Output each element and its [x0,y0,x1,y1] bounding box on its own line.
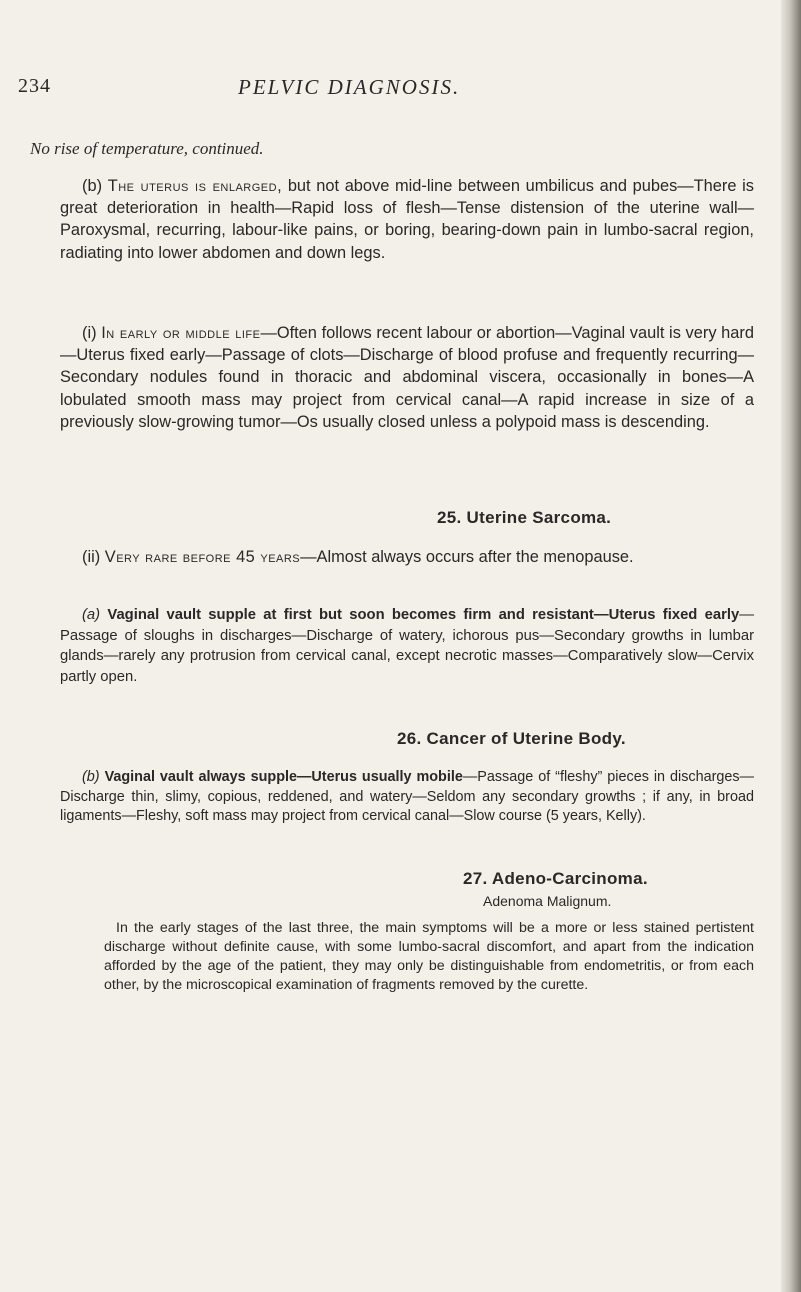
label-i: (i) [82,324,97,342]
lead-bb: Vaginal vault always supple—Uterus usually mobile [104,769,463,785]
text-b: but not above mid-line between umbilicus and pubes—There is great deterioration in health—Rapid loss of flesh—Tense distension of the uterine wall—Paroxysmal, recurring, labour-like pains, or boring, bearing-down pain in lumbo-sacral region, radiating into lower abdomen and down legs. [60,177,754,262]
label-bb: (b) [82,769,100,785]
text-bb: —Passage of “fleshy” pieces in discharges—Discharge thin, slimy, copious, reddened, and watery—Seldom any secondary growths ; if any, in broad ligaments—Fleshy, soft mass may project from cervical canal—Slow course (5 years, Kelly). [60,769,755,825]
heading-cancer-uterine-body: 26. Cancer of Uterine Body. [397,729,626,748]
label-a: (a) [82,607,101,623]
heading-uterine-sarcoma: 25. Uterine Sarcoma. [437,508,612,527]
subheading-adenoma-malignum: Adenoma Malignum. [483,893,612,909]
lead-i: In early or middle life [101,324,261,342]
label-b: (b) [82,177,103,195]
lead-ii: Very rare before 45 years [104,548,301,566]
continued-line: No rise of temperature, continued. [30,139,264,158]
lead-b: The uterus is enlarged, [107,177,283,195]
label-ii: (ii) [82,548,101,566]
paragraph-bb [60,768,754,827]
lead-a: Vaginal vault supple at first but soon becomes firm and resistant—Uterus fixed early [107,607,740,623]
closing-note: In the early stages of the last three, the main symptoms will be a more or less stained pertistent discharge without definite cause, with some lumbo-sacral discomfort, and apart from the indication afforded by the age of the patient, they may only be distinguishable from endometritis, or from each other, by the microscopical examination of fragments removed by the curette. [104,920,754,993]
text-ii: —Almost always occurs after the menopause. [300,548,634,566]
text-i: —Often follows recent labour or abortion—Vaginal vault is very hard—Uterus fixed early—Passage of clots—Discharge of blood profuse and frequently recurring—Secondary nodules found in thoracic and abdominal viscera, occasionally in bones—A lobulated smooth mass may project from cervical canal—A rapid increase in size of a previously slow-growing tumor—Os usually closed unless a polypoid mass is descending. [60,324,754,431]
page-number: 234 [18,75,51,97]
page-edge-shadow [781,0,801,1292]
text-a: —Passage of sloughs in discharges—Discharge of watery, ichorous pus—Secondary growths in lumbar glands—rarely any protrusion from cervical canal, except necrotic masses—Comparatively slow—Cervix partly open. [60,607,754,685]
paragraph-b [60,175,754,264]
heading-adeno-carcinoma: 27. Adeno-Carcinoma. [463,869,648,888]
paragraph-a [60,605,754,687]
paragraph-i [60,322,754,433]
paragraph-ii [60,546,754,568]
page-header [0,75,780,105]
running-title: PELVIC DIAGNOSIS. [238,75,461,99]
